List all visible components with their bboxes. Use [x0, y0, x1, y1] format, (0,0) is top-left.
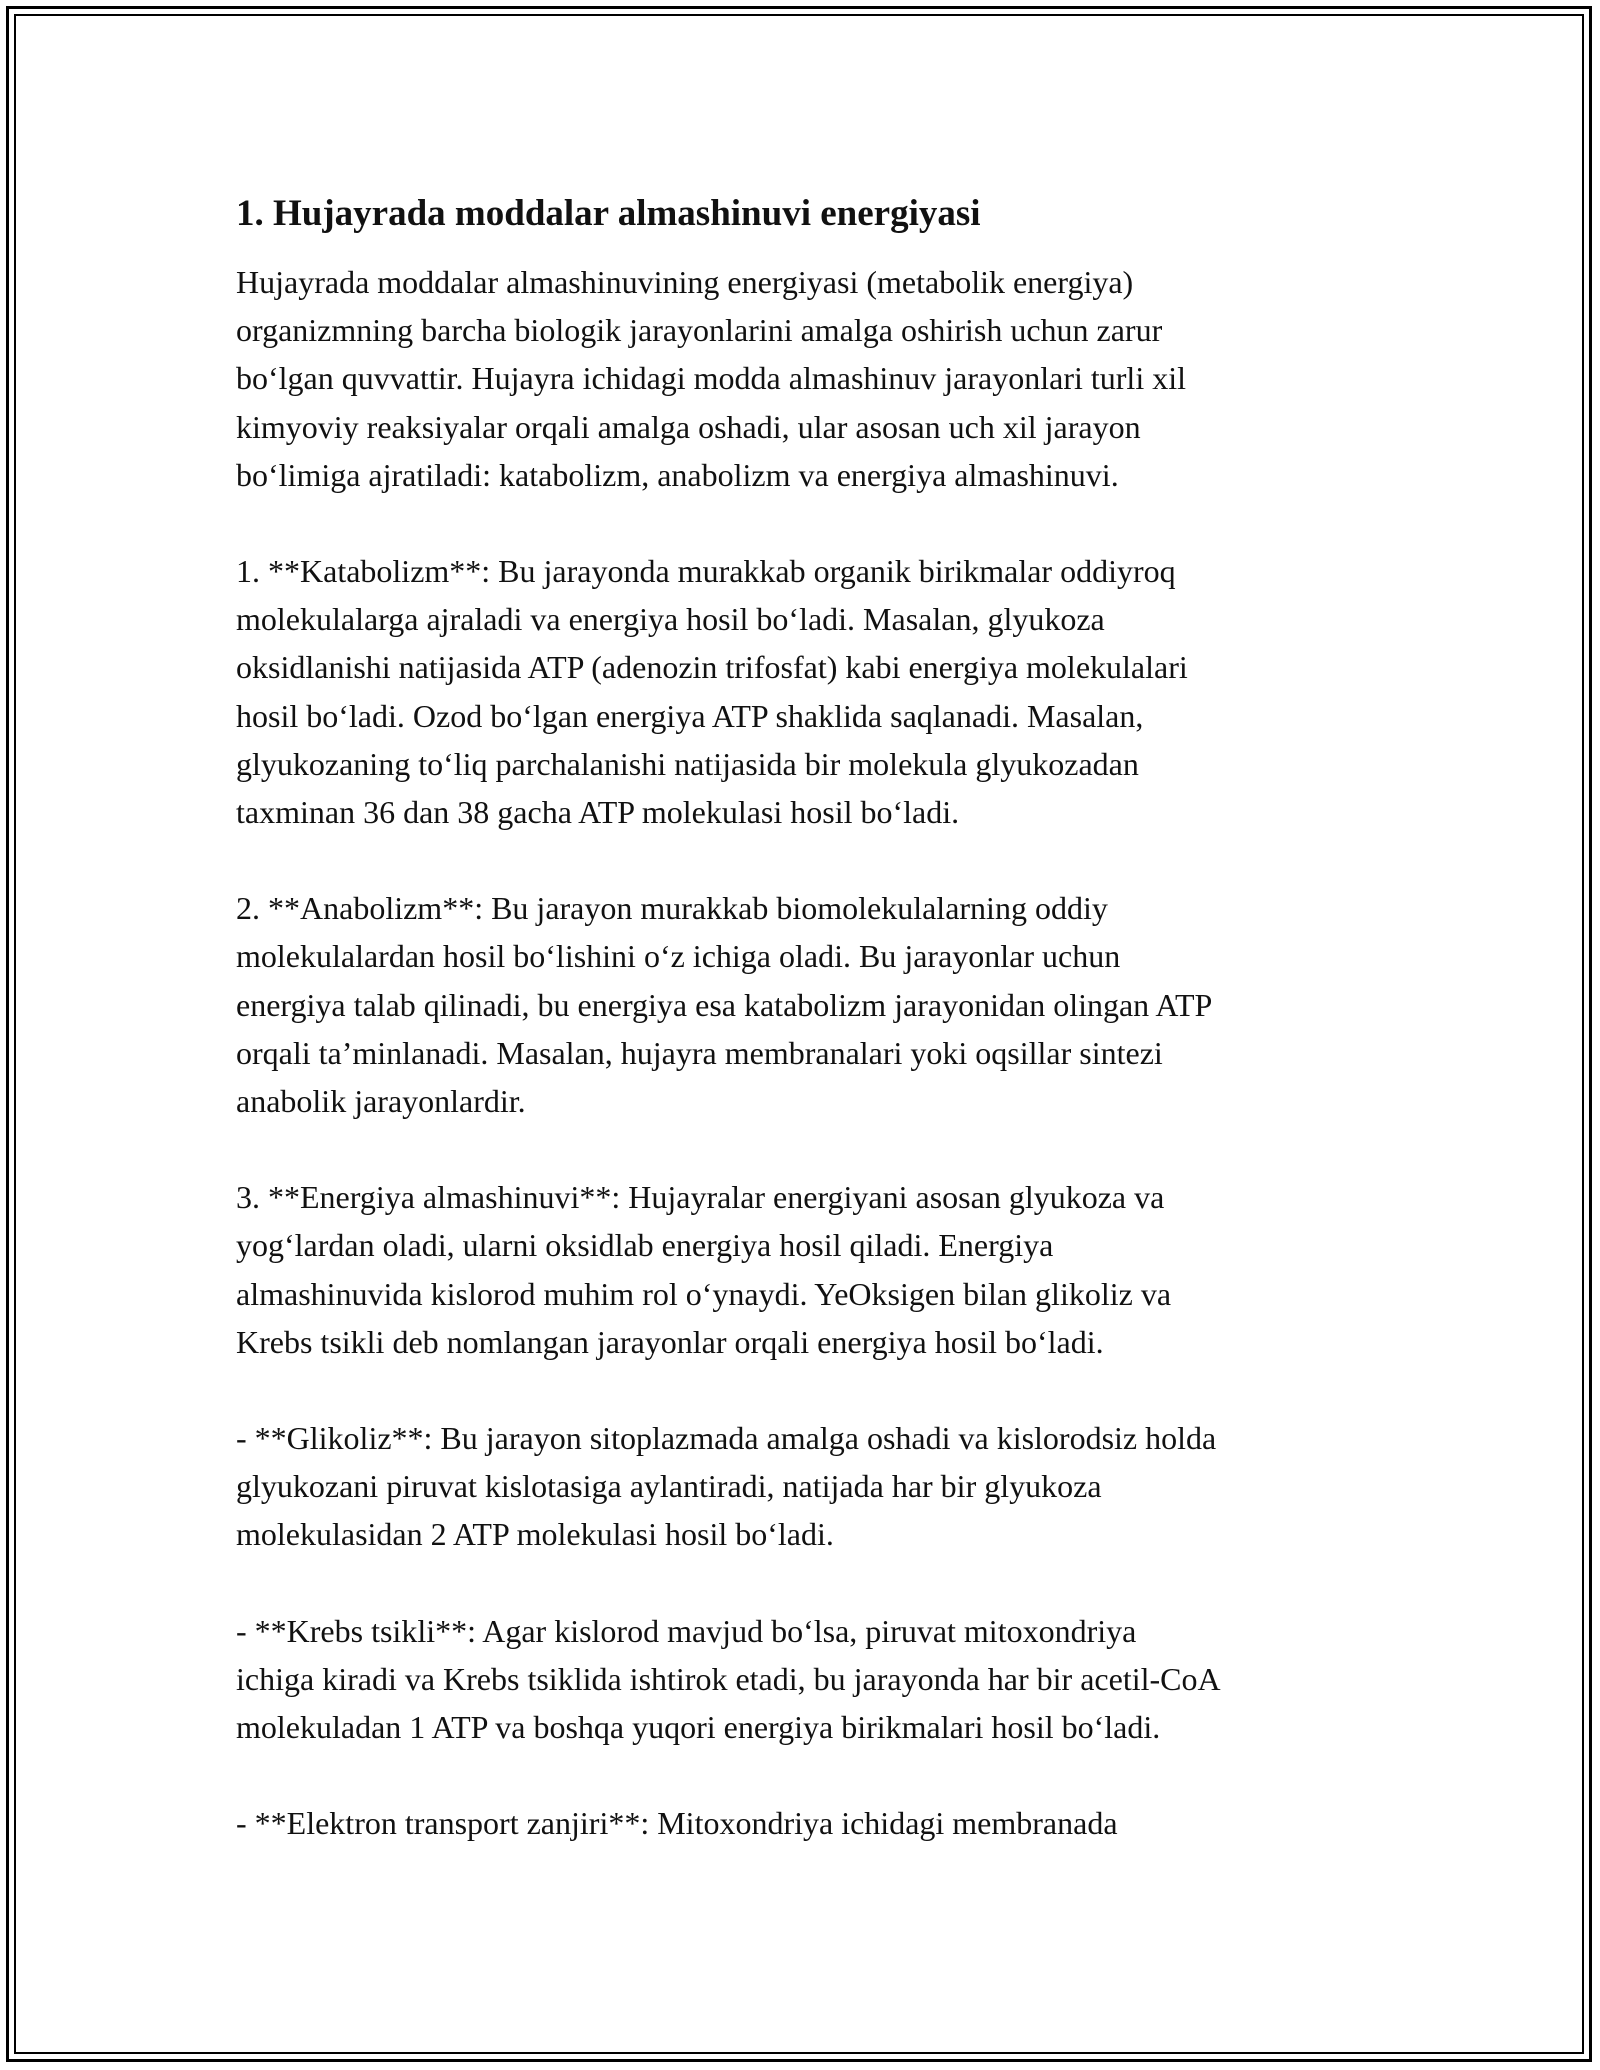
document-body — [236, 188, 1376, 1895]
text-line: hosil bo‘ladi. Ozod bo‘lgan energiya ATP shaklida saqlanadi. Masalan, — [236, 697, 1144, 734]
text-line: glyukozaning to‘liq parchalanishi natijasida bir molekula glyukozadan — [236, 745, 1139, 782]
paragraph-elektron-transport — [236, 1799, 1376, 1847]
text-line: organizmning barcha biologik jarayonlarini amalga oshirish uchun zarur — [236, 312, 1163, 349]
paragraph-glikoliz — [236, 1414, 1376, 1559]
text-line: Krebs tsikli deb nomlangan jarayonlar orqali energiya hosil bo‘ladi. — [236, 1323, 1104, 1360]
text-line: molekulalarga ajraladi va energiya hosil bo‘ladi. Masalan, glyukoza — [236, 601, 1105, 638]
text-line: bo‘lgan quvvattir. Hujayra ichidagi modda almashinuv jarayonlari turli xil — [236, 360, 1186, 397]
paragraph-anabolizm — [236, 884, 1376, 1125]
text-line: - **Krebs tsikli**: Agar kislorod mavjud bo‘lsa, piruvat mitoxondriya — [236, 1612, 1137, 1649]
text-line: oksidlanishi natijasida ATP (adenozin trifosfat) kabi energiya molekulalari — [236, 649, 1188, 686]
text-line: 2. **Anabolizm**: Bu jarayon murakkab biomolekulalarning oddiy — [236, 890, 1108, 927]
text-line: - **Glikoliz**: Bu jarayon sitoplazmada amalga oshadi va kislorodsiz holda — [236, 1420, 1217, 1457]
text-line: anabolik jarayonlardir. — [236, 1083, 526, 1120]
paragraph-katabolizm — [236, 547, 1376, 836]
text-line: molekuladan 1 ATP va boshqa yuqori energiya birikmalari hosil bo‘ladi. — [236, 1709, 1161, 1746]
text-line: bo‘limiga ajratiladi: katabolizm, anabolizm va energiya almashinuvi. — [236, 456, 1119, 493]
text-line: - **Elektron transport zanjiri**: Mitoxondriya ichidagi membranada — [236, 1805, 1118, 1842]
text-line: kimyoviy reaksiyalar orqali amalga oshadi, ular asosan uch xil jarayon — [236, 408, 1141, 445]
text-line: almashinuvida kislorod muhim rol o‘ynaydi. YeOksigen bilan glikoliz va — [236, 1275, 1172, 1312]
text-line: orqali ta’minlanadi. Masalan, hujayra membranalari yoki oqsillar sintezi — [236, 1034, 1163, 1071]
text-line: yog‘lardan oladi, ularni oksidlab energiya hosil qiladi. Energiya — [236, 1227, 1054, 1264]
text-line: 1. **Katabolizm**: Bu jarayonda murakkab organik birikmalar oddiyroq — [236, 553, 1176, 590]
text-line: energiya talab qilinadi, bu energiya esa katabolizm jarayonidan olingan ATP — [236, 986, 1213, 1023]
text-line: ichiga kiradi va Krebs tsiklida ishtirok etadi, bu jarayonda har bir acetil-CoA — [236, 1660, 1221, 1697]
text-line: glyukozani piruvat kislotasiga aylantiradi, natijada har bir glyukoza — [236, 1468, 1102, 1505]
text-line: molekulalardan hosil bo‘lishini o‘z ichiga oladi. Bu jarayonlar uchun — [236, 938, 1121, 975]
text-line: Hujayrada moddalar almashinuvining energiyasi (metabolik energiya) — [236, 264, 1134, 300]
paragraph-krebs-tsikli — [236, 1607, 1376, 1752]
text-line: 3. **Energiya almashinuvi**: Hujayralar energiyani asosan glyukoza va — [236, 1179, 1165, 1216]
paragraph-energiya-almashinuvi — [236, 1173, 1376, 1366]
text-line: molekulasidan 2 ATP molekulasi hosil bo‘ladi. — [236, 1516, 834, 1553]
text-line: taxminan 36 dan 38 gacha ATP molekulasi hosil bo‘ladi. — [236, 794, 960, 831]
document-heading: 1. Hujayrada moddalar almashinuvi energiyasi — [236, 193, 981, 234]
paragraph-intro — [236, 258, 1376, 499]
